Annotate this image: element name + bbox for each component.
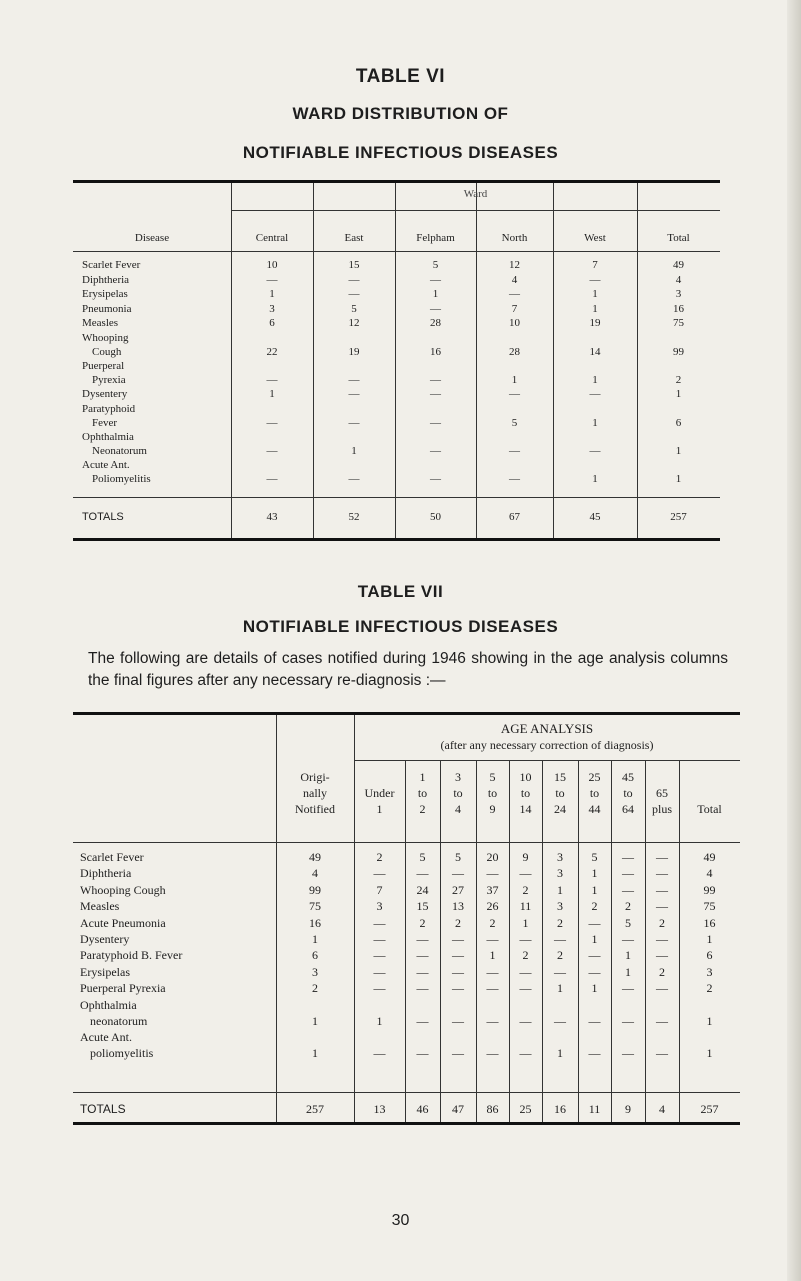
table7-notified-cell: 1 [312, 932, 318, 946]
table7-age-column-header: to [555, 786, 565, 800]
table7-cell: 1 [591, 882, 598, 897]
table6-disease-header: Disease [134, 232, 170, 244]
table6-cell: — [348, 388, 360, 400]
table7-cell: 1 [591, 932, 598, 946]
table7-cell: 2 [659, 915, 665, 930]
table7-notified-cell: 75 [309, 899, 321, 914]
table7-cell: 16 [703, 915, 716, 930]
table6-column-header: North [501, 232, 528, 244]
table7-row-label: poliomyelitis [90, 1045, 154, 1060]
table6-cell: 10 [509, 317, 520, 330]
table7-cell: — [416, 981, 429, 996]
table7-row-label: neonatorum [90, 1013, 148, 1028]
table7-age-column-header: 3 [455, 770, 461, 784]
table7-cell: — [656, 899, 668, 914]
table7-age-column-header: 14 [519, 802, 532, 816]
table7-subtitle: NOTIFIABLE INFECTIOUS DISEASES [242, 617, 559, 636]
table6-cell: — [589, 273, 601, 286]
table6-cell: 19 [348, 346, 360, 358]
table7-total-cell: 13 [373, 1102, 386, 1116]
table6-subtitle-2: NOTIFIABLE INFECTIOUS DISEASES [242, 143, 559, 162]
table6-cell: 22 [266, 346, 278, 358]
table7-cell: 1 [557, 882, 563, 897]
table7-cell: — [452, 964, 464, 979]
table6-cell: 1 [675, 388, 682, 400]
table6-cell: 5 [511, 416, 518, 429]
table6-ward-header: Ward [463, 188, 488, 200]
table6-cell: — [589, 444, 601, 457]
table7-cell: 37 [486, 882, 499, 897]
table6-cell: — [266, 416, 278, 429]
table7-cell: — [656, 850, 668, 864]
table6-cell: 1 [592, 288, 598, 301]
table7-bottom-rule [73, 1122, 740, 1125]
table6-cell: 4 [511, 273, 518, 286]
table7-cell: 3 [376, 899, 383, 914]
table7-cell: — [622, 866, 634, 881]
table7-age-column-header: 1 [376, 802, 383, 816]
table7-cell: 1 [706, 1013, 713, 1028]
table7-total-cell: 86 [486, 1102, 499, 1116]
table6-row-label: Erysipelas [82, 288, 128, 301]
table6-row-label: Dysentery [82, 388, 128, 400]
table7-cell: — [373, 915, 386, 930]
table6-cell: 5 [432, 259, 439, 271]
table7-cell: — [656, 1013, 668, 1028]
table6-row-label: Puerperal [82, 360, 125, 372]
table7-cell: 1 [591, 981, 598, 996]
table7-cell: 5 [591, 850, 598, 864]
table7-cell: 9 [522, 850, 529, 864]
table7-notified-cell: 6 [312, 948, 318, 963]
table6-column-header: Central [255, 232, 289, 244]
table7-cell: 1 [625, 948, 631, 963]
table6-row-label: Fever [92, 416, 118, 429]
table6-row-label: Neonatorum [92, 444, 147, 457]
table6-cell: — [430, 472, 441, 485]
table7-cell: 1 [522, 915, 529, 930]
table6-total-cell: 67 [509, 511, 520, 523]
table7-cell: — [656, 866, 668, 881]
table7-total-cell: 46 [416, 1102, 429, 1116]
table7-cell: — [416, 1013, 429, 1028]
table7-age-column-header: 65 [656, 786, 668, 800]
table6-cell: 99 [673, 346, 684, 358]
table6-cell: 28 [430, 317, 441, 330]
table7-cell: 1 [706, 932, 713, 946]
table7-age-column-header: 25 [588, 770, 601, 784]
table7-cell: — [416, 964, 429, 979]
table7-cell: — [519, 866, 532, 881]
table6-cell: 1 [592, 416, 598, 429]
table7-cell: — [452, 1045, 464, 1060]
table6-cell: 1 [269, 288, 275, 301]
table6-cell: 15 [348, 259, 360, 271]
table6-cell: 1 [269, 388, 275, 400]
table6-cell: — [430, 444, 441, 457]
table6-row-label: Measles [82, 317, 119, 330]
table7-cell: — [373, 981, 386, 996]
table7-total-cell: 11 [588, 1102, 601, 1116]
table6-total-cell: 52 [348, 511, 360, 523]
table7-row-label: Scarlet Fever [80, 850, 144, 864]
table7-total-cell: 47 [452, 1102, 464, 1116]
table7-cell: — [486, 866, 499, 881]
table6-cell: — [430, 374, 441, 386]
table7-cell: 11 [519, 899, 532, 914]
table7-cell: — [622, 932, 634, 946]
table6-cell: 1 [351, 444, 357, 457]
table6-cell: — [509, 288, 520, 301]
table7-cell: — [656, 932, 668, 946]
table7-cell: — [588, 964, 601, 979]
table7-row-label: Acute Ant. [80, 1029, 132, 1044]
table6-cell: — [348, 288, 360, 301]
table7-notified-cell: 2 [312, 981, 318, 996]
table7-cell: 1 [625, 964, 631, 979]
table7-age-column-header: to [623, 786, 633, 800]
table7-cell: — [452, 981, 464, 996]
table6-row-label: Diphtheria [82, 273, 130, 286]
table6-cell: 16 [430, 346, 441, 358]
table7-row-label: Whooping Cough [80, 882, 166, 897]
table7-cell: — [486, 981, 499, 996]
table7-age-column-header: to [453, 786, 463, 800]
table6-row-label: Pyrexia [92, 374, 126, 386]
table6-cell: 1 [511, 374, 518, 386]
table6-total-cell: 43 [266, 511, 278, 523]
table7-age-column-header: 44 [588, 802, 601, 816]
table7-cell: 2 [489, 915, 496, 930]
table7-cell: 13 [452, 899, 464, 914]
table7-cell: — [554, 964, 566, 979]
table7-cell: — [373, 964, 386, 979]
table7-cell: — [622, 850, 634, 864]
table6-column-header: West [584, 232, 606, 244]
table6-row-label: Ophthalmia [82, 430, 134, 443]
table6-total-cell: 45 [589, 511, 601, 523]
table6-total-cell: 50 [430, 511, 441, 523]
table7-row-label: Puerperal Pyrexia [80, 981, 166, 996]
table7-notified-header: Origi- [300, 770, 330, 784]
table7-cell: — [373, 1045, 386, 1060]
table7-notified-cell: 4 [312, 866, 318, 881]
table7-notified-cell: 1 [312, 1013, 318, 1028]
table7-cell: 2 [625, 899, 631, 914]
table7-cell: 49 [703, 850, 716, 864]
table6-cell: 6 [675, 416, 682, 429]
table6-cell: — [266, 444, 278, 457]
table7-cell: 2 [376, 850, 383, 864]
table7-row-label: Dysentery [80, 932, 130, 946]
table7-cell: — [452, 948, 464, 963]
table7-age-column-header: 9 [489, 802, 496, 816]
table6-cell: 12 [348, 317, 360, 330]
table6-cell: 1 [675, 472, 682, 485]
table7-total-cell: 25 [519, 1102, 532, 1116]
table6-cell: 14 [589, 346, 601, 358]
table6-totals-label: TOTALS [82, 511, 124, 523]
table7-cell: 2 [706, 981, 713, 996]
table7-cell: — [588, 948, 601, 963]
table7-age-column-header: to [417, 786, 428, 800]
table7-cell: 27 [452, 882, 464, 897]
table7-top-rule [73, 712, 740, 715]
table7-cell: — [452, 932, 464, 946]
table6-row-label: Paratyphoid [82, 402, 136, 415]
table6-cell: — [348, 472, 360, 485]
table7-age-column-header: 1 [419, 770, 426, 784]
table7-totals-label: TOTALS [80, 1102, 126, 1116]
table7-cell: — [656, 981, 668, 996]
table6-cell: — [348, 273, 360, 286]
table7-cell: — [588, 1045, 601, 1060]
table6-cell: 1 [592, 472, 598, 485]
table7-row-label: Erysipelas [80, 964, 130, 979]
table7-notified-cell: 1 [312, 1045, 318, 1060]
table7-notified-header: Notified [295, 802, 335, 816]
table6-column-header: Total [667, 232, 690, 244]
table7-cell: 4 [706, 866, 713, 881]
table7-cell: — [519, 964, 532, 979]
table6-cell: 49 [673, 259, 684, 271]
table7-cell: — [416, 1045, 429, 1060]
table6-column-header: Felpham [416, 232, 455, 244]
table6-cell: 7 [511, 302, 518, 315]
table7-row-label: Acute Pneumonia [80, 915, 166, 930]
table6-header-rule [73, 251, 720, 252]
table7-row-label: Paratyphoid B. Fever [80, 948, 183, 963]
table7-age-column-header: 5 [489, 770, 496, 784]
table7-cell: — [416, 866, 429, 881]
table6-cell: — [266, 273, 278, 286]
table7-notified-header: nally [303, 786, 327, 800]
table7-cell: — [622, 1045, 634, 1060]
table7-age-column-header: 2 [419, 802, 426, 816]
table7-cell: — [622, 981, 634, 996]
table7-cell: 3 [557, 866, 563, 881]
table7-age-column-header: Total [697, 802, 722, 816]
table6-subtitle-1: WARD DISTRIBUTION OF [292, 104, 509, 123]
table6-cell: — [509, 472, 520, 485]
table7-notified-cell: 16 [309, 915, 321, 930]
table7-total-cell: 4 [659, 1102, 665, 1116]
table7-cell: — [519, 981, 532, 996]
table6-cell: — [589, 388, 601, 400]
table6-cell: — [430, 273, 441, 286]
table7-cell: 15 [416, 899, 429, 914]
table7-cell: 1 [376, 1013, 383, 1028]
table7-cell: — [519, 1013, 532, 1028]
table7-cell: 5 [419, 850, 426, 864]
table7-cell: — [519, 1045, 532, 1060]
table7-total-cell: 257 [700, 1102, 719, 1116]
table6-cell: 1 [592, 302, 598, 315]
table7-age-column-header: 10 [519, 770, 532, 784]
table6-row-label: Whooping [82, 332, 129, 344]
table6-cell: — [509, 444, 520, 457]
table7-cell: 1 [557, 1045, 563, 1060]
table7-age-column-header: to [520, 786, 531, 800]
table7-total-cell: 9 [625, 1102, 631, 1116]
table6-cell: 1 [432, 288, 439, 301]
table6-row-label: Poliomyelitis [92, 472, 151, 485]
table7-cell: — [656, 1045, 668, 1060]
table6-cell: 75 [673, 317, 684, 330]
table7-age-column-header: plus [651, 802, 672, 816]
table6-cell: — [348, 374, 360, 386]
table6-total-cell: 257 [670, 511, 687, 523]
table6-cell: — [266, 374, 278, 386]
table6-cell: 7 [592, 259, 598, 271]
table7-cell: — [416, 948, 429, 963]
table7-cell: — [588, 1013, 601, 1028]
table7-cell: 3 [557, 850, 563, 864]
table7-cell: 6 [706, 948, 713, 963]
table7-cell: 1 [557, 981, 563, 996]
table7-cell: 2 [455, 915, 461, 930]
page-edge-shadow [787, 0, 801, 1281]
table7-cell: 5 [455, 850, 461, 864]
table6-cell: 2 [675, 374, 682, 386]
table7-age-analysis-subheader: (after any necessary correction of diagnosis) [440, 738, 654, 752]
table7-cell: — [373, 932, 386, 946]
table7-notified-cell: 99 [309, 882, 321, 897]
table7-cell: — [452, 866, 464, 881]
table7-age-column-header: 15 [554, 770, 566, 784]
table7-cell: — [486, 1045, 499, 1060]
table6-cell: 19 [589, 317, 601, 330]
table6-cell: — [266, 472, 278, 485]
table7-cell: 75 [703, 899, 716, 914]
table7-cell: 2 [659, 964, 665, 979]
table7-total-cell: 16 [554, 1102, 566, 1116]
table7-cell: — [554, 932, 566, 946]
table6-cell: 16 [673, 302, 684, 315]
table6-cell: 5 [351, 302, 357, 315]
table7-cell: — [656, 882, 668, 897]
page-number: 30 [391, 1212, 410, 1229]
table6-column-header: East [344, 232, 364, 244]
table6-cell: 10 [266, 259, 278, 271]
table6-cell: 6 [269, 317, 275, 330]
table7-age-analysis-header: AGE ANALYSIS [500, 721, 594, 736]
table7-cell: 26 [486, 899, 499, 914]
table7-notified-cell: 49 [309, 850, 321, 864]
table6-cell: 12 [509, 259, 520, 271]
table7-cell: — [622, 1013, 634, 1028]
table7-cell: 20 [486, 850, 499, 864]
table7-cell: — [486, 1013, 499, 1028]
table7-row-label: Diphtheria [80, 866, 132, 881]
table7-age-rule [354, 760, 740, 761]
table7-title: TABLE VII [357, 582, 444, 601]
table7-cell: 99 [703, 882, 716, 897]
table7-row-label: Measles [80, 899, 120, 914]
table7-header-rule [73, 842, 740, 843]
table6-cell: 1 [592, 374, 598, 386]
table7-cell: 1 [591, 866, 598, 881]
table6-bottom-rule [73, 538, 720, 541]
table7-cell: 3 [557, 899, 563, 914]
table6-row-label: Scarlet Fever [82, 259, 141, 271]
table7-cell: — [622, 882, 634, 897]
table6-cell: 3 [269, 302, 275, 315]
table7-age-column-header: to [487, 786, 498, 800]
table6-cell: — [430, 388, 441, 400]
table7-cell: 2 [522, 948, 529, 963]
table6-row-label: Acute Ant. [82, 458, 130, 471]
table7-cell: — [373, 948, 386, 963]
table7-cell: — [519, 932, 532, 946]
table7-cell: — [452, 1013, 464, 1028]
table6-title: TABLE VI [355, 66, 446, 87]
table6-top-rule [73, 180, 720, 183]
table6-cell: 4 [675, 273, 682, 286]
table7-cell: — [416, 932, 429, 946]
table7-intro-paragraph: The following are details of cases notified during 1946 showing in the age analysis columns the final figures after any necessary re-diagnosis :— [88, 650, 728, 689]
table7-cell: — [486, 932, 499, 946]
table7-cell: 24 [416, 882, 429, 897]
table7-cell: 2 [557, 948, 563, 963]
table6-totals-rule [73, 497, 720, 498]
table6-cell: 3 [675, 288, 682, 301]
table6-cell: — [509, 388, 520, 400]
table7-totals-rule [73, 1092, 740, 1093]
table7-age-column-header: 64 [622, 802, 634, 816]
table7-cell: 3 [706, 964, 713, 979]
table7-cell: 7 [376, 882, 383, 897]
table7-cell: 2 [591, 899, 598, 914]
table7-cell: — [588, 915, 601, 930]
table6-row-label: Cough [92, 346, 122, 358]
table7-age-column-header: Under [364, 786, 395, 800]
table6-cell: — [430, 302, 441, 315]
table7-age-column-header: 4 [455, 802, 461, 816]
table7-cell: — [554, 1013, 566, 1028]
table6-cell: 28 [509, 346, 520, 358]
table6-row-label: Pneumonia [82, 302, 132, 315]
table7-notified-cell: 3 [312, 964, 318, 979]
table7-cell: 5 [625, 915, 631, 930]
table7-cell: — [656, 948, 668, 963]
table7-cell: 1 [489, 948, 496, 963]
table6-cell: — [348, 416, 360, 429]
table7-cell: 2 [557, 915, 563, 930]
table7-cell: — [373, 866, 386, 881]
table7-row-label: Ophthalmia [80, 997, 137, 1012]
table6-cell: — [430, 416, 441, 429]
table7-cell: 1 [706, 1045, 713, 1060]
table7-age-column-header: 45 [622, 770, 634, 784]
table7-cell: 2 [522, 882, 529, 897]
table7-age-column-header: to [589, 786, 600, 800]
table7-cell: 2 [419, 915, 426, 930]
table6-cell: 1 [675, 444, 682, 457]
table7-age-column-header: 24 [554, 802, 566, 816]
table7-cell: — [486, 964, 499, 979]
table7-total-notified: 257 [306, 1102, 324, 1116]
